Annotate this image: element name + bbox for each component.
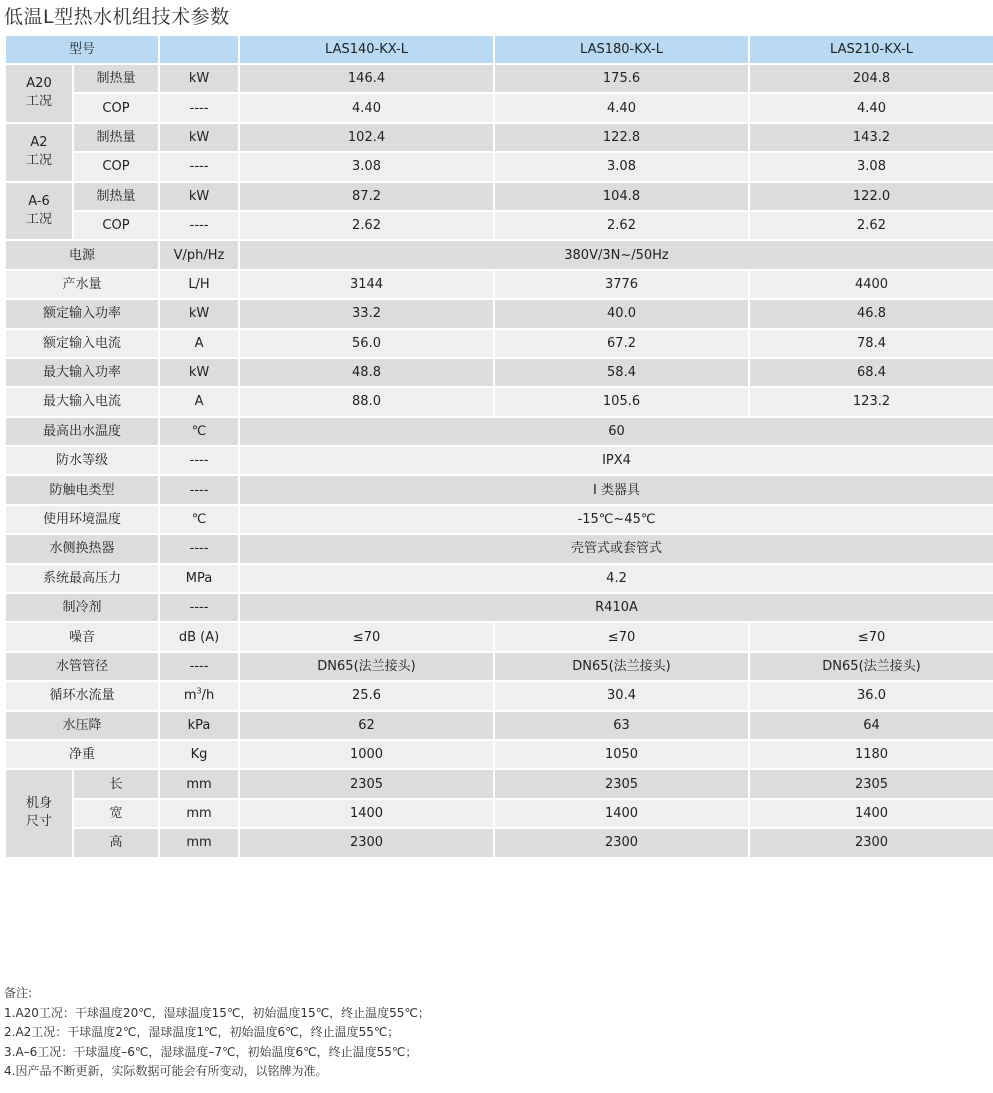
param-name: 宽 bbox=[73, 799, 159, 828]
value-cell: 122.0 bbox=[749, 182, 993, 211]
note-item: 3.A–6工况：干球温度–6℃，湿球温度–7℃，初始温度6℃，终止温度55℃； bbox=[4, 1044, 418, 1059]
unit-superscript: 3 bbox=[196, 687, 202, 697]
value-cell: 56.0 bbox=[239, 329, 494, 358]
value-cell: 2305 bbox=[494, 769, 749, 798]
param-unit: ---- bbox=[159, 593, 239, 622]
param-unit: mm bbox=[159, 828, 239, 857]
model-name: LAS210-KX-L bbox=[749, 35, 993, 64]
param-unit: Kg bbox=[159, 740, 239, 769]
page-title: 低温L型热水机组技术参数 bbox=[4, 6, 230, 28]
table-row bbox=[5, 299, 993, 328]
group-label-line: 工况 bbox=[25, 211, 52, 227]
param-name: 防水等级 bbox=[5, 446, 159, 475]
param-name: 高 bbox=[73, 828, 159, 857]
param-name: 使用环境温度 bbox=[5, 505, 159, 534]
table-row bbox=[5, 564, 993, 593]
condition-group-label bbox=[5, 123, 73, 182]
value-cell: 48.8 bbox=[239, 358, 494, 387]
param-name: 电源 bbox=[5, 240, 159, 269]
value-cell: ≤70 bbox=[494, 622, 749, 651]
param-unit: ---- bbox=[159, 211, 239, 240]
dimensions-group-label bbox=[5, 769, 73, 857]
value-cell: 2305 bbox=[239, 769, 494, 798]
merged-value-cell: R410A bbox=[239, 593, 993, 622]
merged-value-cell: 4.2 bbox=[239, 564, 993, 593]
param-unit: ---- bbox=[159, 534, 239, 563]
table-row bbox=[5, 711, 993, 740]
value-cell: DN65(法兰接头) bbox=[239, 652, 494, 681]
param-unit: ---- bbox=[159, 93, 239, 122]
value-cell: 143.2 bbox=[749, 123, 993, 152]
value-cell: 63 bbox=[494, 711, 749, 740]
group-label-line: 尺寸 bbox=[25, 814, 52, 830]
value-cell: ≤70 bbox=[749, 622, 993, 651]
value-cell: 2.62 bbox=[494, 211, 749, 240]
param-name: 额定输入电流 bbox=[5, 329, 159, 358]
table-row bbox=[5, 417, 993, 446]
value-cell: 25.6 bbox=[239, 681, 494, 710]
value-cell: 105.6 bbox=[494, 387, 749, 416]
value-cell: 78.4 bbox=[749, 329, 993, 358]
group-label-line: A-6 bbox=[28, 193, 50, 209]
value-cell: 87.2 bbox=[239, 182, 494, 211]
spec-table bbox=[4, 34, 993, 859]
value-cell: ≤70 bbox=[239, 622, 494, 651]
param-name: 最大输入电流 bbox=[5, 387, 159, 416]
param-unit bbox=[159, 681, 239, 710]
param-name: 水管管径 bbox=[5, 652, 159, 681]
value-cell: 2.62 bbox=[239, 211, 494, 240]
table-row bbox=[5, 534, 993, 563]
param-name: 最高出水温度 bbox=[5, 417, 159, 446]
value-cell: 88.0 bbox=[239, 387, 494, 416]
value-cell: 1050 bbox=[494, 740, 749, 769]
merged-value-cell: 壳管式或套管式 bbox=[239, 534, 993, 563]
value-cell: 3.08 bbox=[239, 152, 494, 181]
table-row bbox=[5, 828, 993, 857]
param-name: 额定输入功率 bbox=[5, 299, 159, 328]
value-cell: 2300 bbox=[494, 828, 749, 857]
table-row bbox=[5, 358, 993, 387]
model-name: LAS180-KX-L bbox=[494, 35, 749, 64]
param-unit: V/ph/Hz bbox=[159, 240, 239, 269]
value-cell: 40.0 bbox=[494, 299, 749, 328]
value-cell: 4.40 bbox=[494, 93, 749, 122]
param-unit: kW bbox=[159, 123, 239, 152]
value-cell: 67.2 bbox=[494, 329, 749, 358]
value-cell: 46.8 bbox=[749, 299, 993, 328]
unit-header-cell bbox=[159, 35, 239, 64]
param-unit: kW bbox=[159, 299, 239, 328]
table-row bbox=[5, 387, 993, 416]
merged-value-cell: 380V/3N~/50Hz bbox=[239, 240, 993, 269]
notes-heading: 备注: bbox=[4, 986, 33, 1000]
value-cell: 58.4 bbox=[494, 358, 749, 387]
table-header-row bbox=[5, 35, 993, 64]
table-row bbox=[5, 799, 993, 828]
condition-group-label bbox=[5, 64, 73, 123]
param-unit: A bbox=[159, 387, 239, 416]
table-row bbox=[5, 740, 993, 769]
note-item: 2.A2工况：干球温度2℃，湿球温度1℃，初始温度6℃，终止温度55℃； bbox=[4, 1025, 400, 1039]
value-cell: 3776 bbox=[494, 270, 749, 299]
table-row bbox=[5, 593, 993, 622]
unit-tail: /h bbox=[201, 688, 215, 704]
param-unit: mm bbox=[159, 799, 239, 828]
param-unit: kW bbox=[159, 64, 239, 93]
param-unit: kW bbox=[159, 182, 239, 211]
value-cell: DN65(法兰接头) bbox=[494, 652, 749, 681]
table-row bbox=[5, 769, 993, 798]
notes-section bbox=[4, 984, 430, 1082]
value-cell: 30.4 bbox=[494, 681, 749, 710]
condition-group-label bbox=[5, 182, 73, 241]
value-cell: 4.40 bbox=[749, 93, 993, 122]
table-row bbox=[5, 475, 993, 504]
value-cell: 104.8 bbox=[494, 182, 749, 211]
param-name: COP bbox=[73, 211, 159, 240]
table-row bbox=[5, 505, 993, 534]
param-name: COP bbox=[73, 152, 159, 181]
table-row bbox=[5, 622, 993, 651]
merged-value-cell: I 类器具 bbox=[239, 475, 993, 504]
value-cell: 1400 bbox=[494, 799, 749, 828]
value-cell: 1400 bbox=[749, 799, 993, 828]
table-row bbox=[5, 123, 993, 152]
param-unit: ---- bbox=[159, 652, 239, 681]
param-name: 水侧换热器 bbox=[5, 534, 159, 563]
value-cell: 4400 bbox=[749, 270, 993, 299]
value-cell: 2300 bbox=[749, 828, 993, 857]
group-label-line: A2 bbox=[30, 135, 48, 151]
table-row bbox=[5, 182, 993, 211]
value-cell: 175.6 bbox=[494, 64, 749, 93]
param-unit: dB (A) bbox=[159, 622, 239, 651]
param-unit: kPa bbox=[159, 711, 239, 740]
value-cell: 3.08 bbox=[494, 152, 749, 181]
value-cell: 62 bbox=[239, 711, 494, 740]
value-cell: 146.4 bbox=[239, 64, 494, 93]
value-cell: 102.4 bbox=[239, 123, 494, 152]
group-label-line: 工况 bbox=[25, 153, 52, 169]
param-unit: A bbox=[159, 329, 239, 358]
param-name: 循环水流量 bbox=[5, 681, 159, 710]
table-row bbox=[5, 270, 993, 299]
param-name: 制冷剂 bbox=[5, 593, 159, 622]
value-cell: DN65(法兰接头) bbox=[749, 652, 993, 681]
param-unit: MPa bbox=[159, 564, 239, 593]
param-name: 水压降 bbox=[5, 711, 159, 740]
group-label-line: 机身 bbox=[25, 796, 52, 812]
value-cell: 36.0 bbox=[749, 681, 993, 710]
table-row bbox=[5, 93, 993, 122]
value-cell: 2300 bbox=[239, 828, 494, 857]
table-row bbox=[5, 681, 993, 710]
param-name: 制热量 bbox=[73, 123, 159, 152]
group-label-line: 工况 bbox=[25, 94, 52, 110]
table-row bbox=[5, 652, 993, 681]
value-cell: 3.08 bbox=[749, 152, 993, 181]
model-label: 型号 bbox=[5, 35, 159, 64]
param-unit: mm bbox=[159, 769, 239, 798]
value-cell: 4.40 bbox=[239, 93, 494, 122]
param-unit: L/H bbox=[159, 270, 239, 299]
param-unit: ---- bbox=[159, 152, 239, 181]
value-cell: 1000 bbox=[239, 740, 494, 769]
param-unit: kW bbox=[159, 358, 239, 387]
value-cell: 1180 bbox=[749, 740, 993, 769]
value-cell: 204.8 bbox=[749, 64, 993, 93]
param-name: 长 bbox=[73, 769, 159, 798]
table-row bbox=[5, 329, 993, 358]
merged-value-cell: -15℃~45℃ bbox=[239, 505, 993, 534]
param-name: 净重 bbox=[5, 740, 159, 769]
merged-value-cell: IPX4 bbox=[239, 446, 993, 475]
param-name: 系统最高压力 bbox=[5, 564, 159, 593]
param-name: 最大输入功率 bbox=[5, 358, 159, 387]
value-cell: 2.62 bbox=[749, 211, 993, 240]
table-row bbox=[5, 64, 993, 93]
param-unit: ℃ bbox=[159, 417, 239, 446]
param-unit: ℃ bbox=[159, 505, 239, 534]
value-cell: 2305 bbox=[749, 769, 993, 798]
value-cell: 1400 bbox=[239, 799, 494, 828]
value-cell: 68.4 bbox=[749, 358, 993, 387]
table-row bbox=[5, 446, 993, 475]
param-name: 防触电类型 bbox=[5, 475, 159, 504]
param-unit: ---- bbox=[159, 475, 239, 504]
param-name: 噪音 bbox=[5, 622, 159, 651]
group-label-line: A20 bbox=[26, 76, 52, 92]
note-item: 1.A20工况：干球温度20℃，湿球温度15℃，初始温度15℃，终止温度55℃； bbox=[4, 1005, 430, 1020]
value-cell: 3144 bbox=[239, 270, 494, 299]
param-name: 制热量 bbox=[73, 182, 159, 211]
param-name: 产水量 bbox=[5, 270, 159, 299]
model-name: LAS140-KX-L bbox=[239, 35, 494, 64]
value-cell: 33.2 bbox=[239, 299, 494, 328]
table-row bbox=[5, 240, 993, 269]
value-cell: 64 bbox=[749, 711, 993, 740]
param-name: 制热量 bbox=[73, 64, 159, 93]
value-cell: 123.2 bbox=[749, 387, 993, 416]
unit-base: m bbox=[183, 688, 197, 704]
table-row bbox=[5, 211, 993, 240]
param-name: COP bbox=[73, 93, 159, 122]
table-row bbox=[5, 152, 993, 181]
note-item: 4.因产品不断更新，实际数据可能会有所变动，以铭牌为准。 bbox=[4, 1064, 328, 1078]
value-cell: 122.8 bbox=[494, 123, 749, 152]
param-unit: ---- bbox=[159, 446, 239, 475]
merged-value-cell: 60 bbox=[239, 417, 993, 446]
